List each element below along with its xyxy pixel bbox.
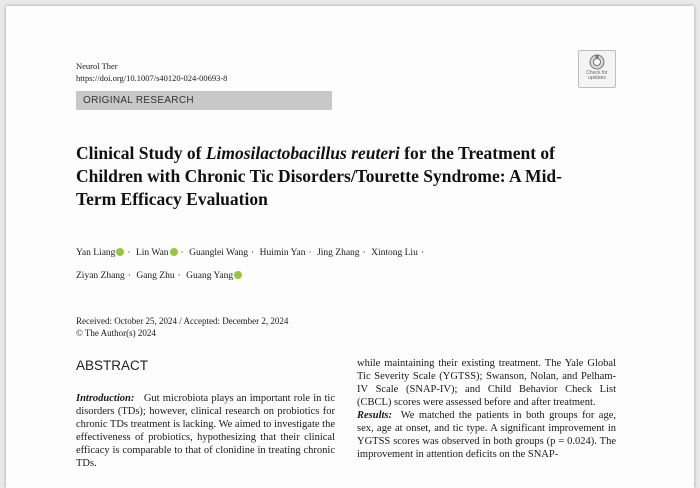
intro-text: Gut microbiota plays an important role in tic disorders (TDs); however, clinical research on probiotics for chronic TDs treatment is lacking. We aimed to investigate the effectiveness of probiotics, hypothesizing that their clinical efficacy is comparable to that of clonidine in treating chronic TDs. <box>76 393 336 469</box>
author-name[interactable]: Gang Zhu <box>136 271 175 281</box>
crossmark-line2: updates <box>588 75 606 81</box>
title-part1: Clinical Study of <box>76 143 206 163</box>
results-label: Results: <box>357 410 393 421</box>
journal-name: Neurol Ther <box>76 61 118 71</box>
section-label: ORIGINAL RESEARCH <box>76 91 332 110</box>
journal-header <box>76 60 227 84</box>
author-name[interactable]: Xintong Liu <box>371 248 418 258</box>
article-title <box>76 142 576 211</box>
crossmark-icon <box>589 54 605 70</box>
journal-doi[interactable]: https://doi.org/10.1007/s40120-024-00693-8 <box>76 73 228 83</box>
author-name[interactable]: Ziyan Zhang <box>76 271 125 281</box>
author-list <box>76 242 556 288</box>
results-text: We matched the patients in both groups for age, sex, age at onset, and tic type. A significant improvement in YGTSS scores was observed in both groups (p = 0.024). The improvement in attention deficits on the SNAP- <box>357 410 616 460</box>
orcid-icon[interactable] <box>116 248 124 256</box>
author-name[interactable]: Yan Liang <box>76 248 116 258</box>
abstract-methods-continued: while maintaining their existing treatment. The Yale Global Tic Severity Scale (YGTSS); Swanson, Nolan, and Pelham-IV Scale (SNAP-IV); and Child Behavior Check List (CBCL) scores were assessed before and after treatment. <box>357 358 616 408</box>
orcid-icon[interactable] <box>170 248 178 256</box>
author-line-2: Ziyan Zhang · Gang Zhu · Guang Yang <box>76 265 556 288</box>
paper-page <box>6 6 694 488</box>
copyright: © The Author(s) 2024 <box>76 328 156 338</box>
article-dates <box>76 315 288 339</box>
crossmark-line1: Check for <box>586 70 608 76</box>
author-line-1: Yan Liang · Lin Wan · Guanglei Wang · Huimin Yan · Jing Zhang · Xintong Liu · <box>76 248 424 258</box>
abstract-right-column <box>357 357 616 461</box>
author-name[interactable]: Guang Yang <box>186 271 234 281</box>
title-species: Limosilactobacillus reuteri <box>205 143 400 163</box>
intro-label: Introduction: <box>76 393 135 404</box>
abstract-results <box>357 409 616 461</box>
author-name[interactable]: Lin Wan <box>135 248 169 258</box>
author-name[interactable]: Guanglei Wang <box>189 248 249 258</box>
check-for-updates-badge[interactable] <box>578 50 616 88</box>
orcid-icon[interactable] <box>234 271 242 279</box>
author-name[interactable]: Huimin Yan <box>259 248 306 258</box>
abstract-introduction <box>76 392 335 470</box>
abstract-left-column <box>76 392 335 470</box>
received-accepted: Received: October 25, 2024 / Accepted: December 2, 2024 <box>76 316 289 326</box>
title-part2: for the Treatment of Children with Chronic Tic Disorders/Tourette Syndrome: A Mid-Term Efficacy Evaluation <box>76 143 562 209</box>
author-name[interactable]: Jing Zhang <box>317 248 360 258</box>
abstract-heading: ABSTRACT <box>76 358 149 373</box>
